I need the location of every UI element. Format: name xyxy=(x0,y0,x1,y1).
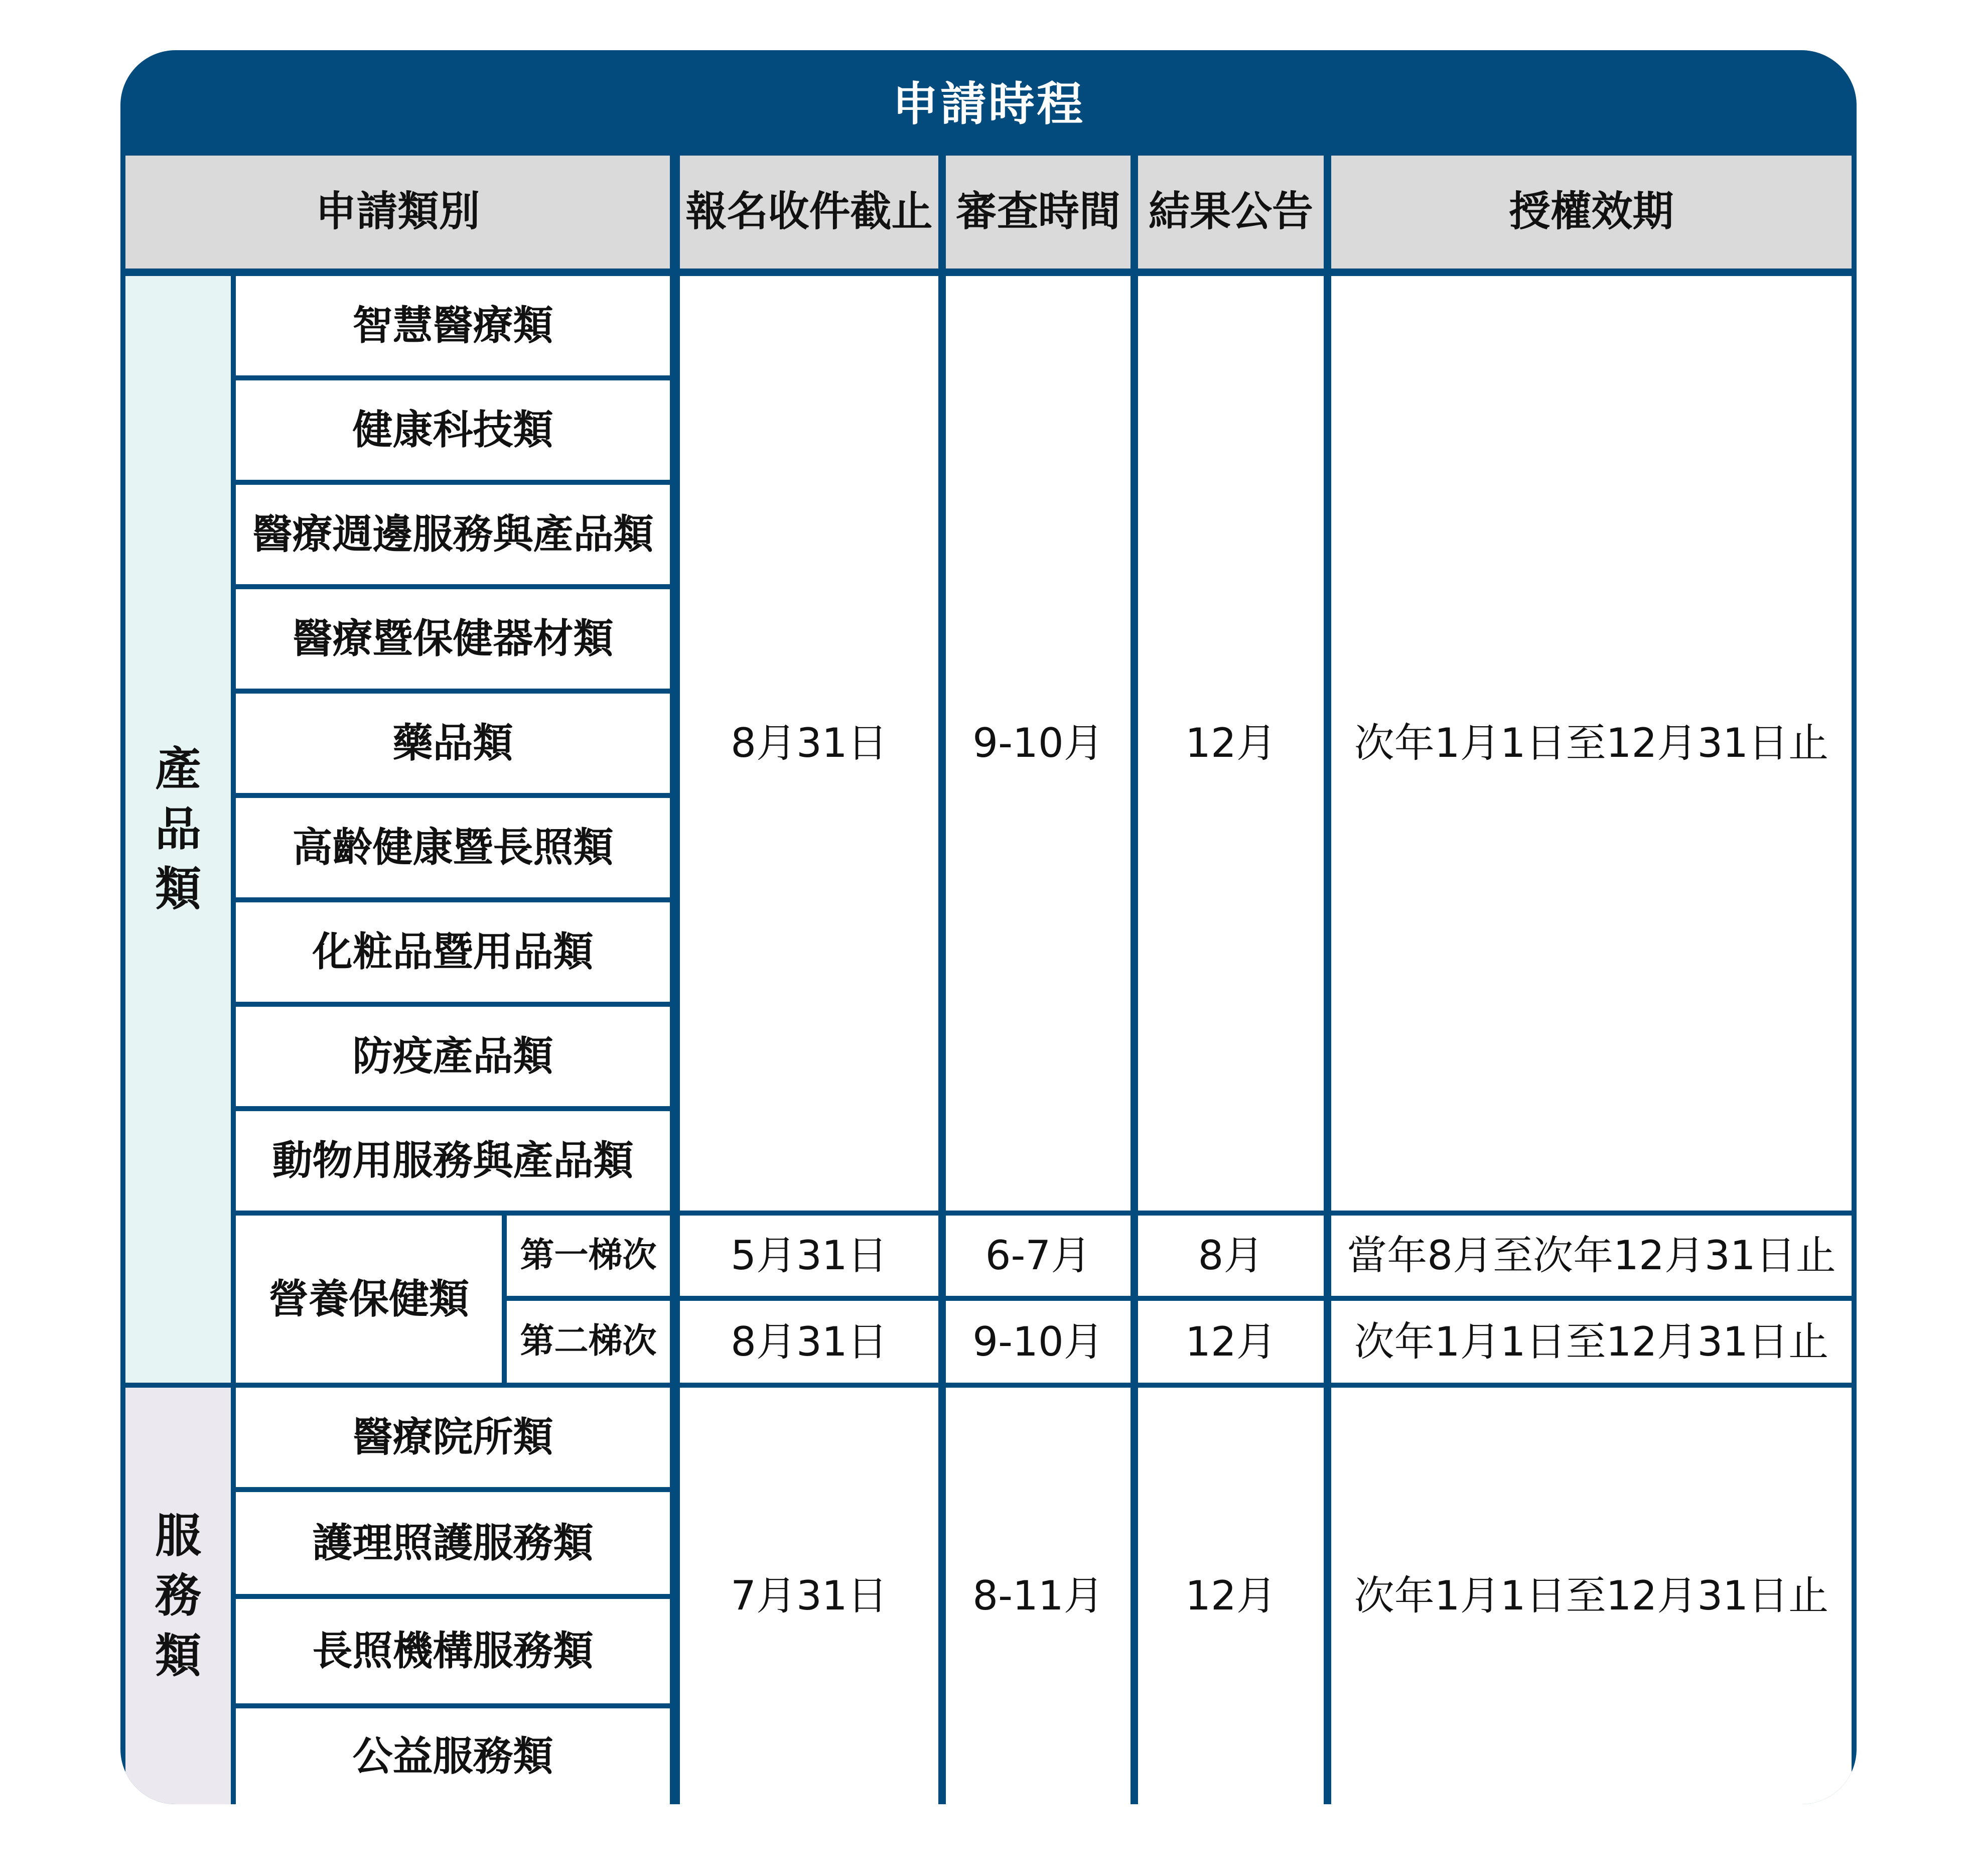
batch-name: 第一梯次 xyxy=(507,1216,670,1296)
product-item: 防疫產品類 xyxy=(236,1007,670,1106)
product-item: 健康科技類 xyxy=(236,380,670,480)
product-item: 高齡健康暨長照類 xyxy=(236,798,670,897)
product-deadline: 8月31日 xyxy=(680,276,938,1211)
category-service-char: 類 xyxy=(155,1629,201,1683)
category-product-char: 產 xyxy=(155,742,201,796)
batch-review: 6-7月 xyxy=(946,1216,1131,1296)
product-item: 醫療暨保健器材類 xyxy=(236,589,670,689)
batch-deadline: 8月31日 xyxy=(680,1301,938,1383)
schedule-table xyxy=(120,50,1857,1804)
batch-validity: 次年1月1日至12月31日止 xyxy=(1331,1301,1852,1383)
product-review: 9-10月 xyxy=(946,276,1131,1211)
product-announce: 12月 xyxy=(1138,276,1324,1211)
nutrition-label: 營養保健類 xyxy=(236,1216,502,1383)
table-title: 申請時程 xyxy=(892,77,1085,131)
category-service-char: 務 xyxy=(155,1569,201,1623)
batch-validity: 當年8月至次年12月31日止 xyxy=(1331,1216,1852,1296)
batch-announce: 8月 xyxy=(1138,1216,1324,1296)
product-validity: 次年1月1日至12月31日止 xyxy=(1331,276,1852,1211)
service-review: 8-11月 xyxy=(946,1388,1131,1804)
batch-review: 9-10月 xyxy=(946,1301,1131,1383)
header-deadline: 報名收件截止 xyxy=(680,156,938,269)
service-item: 護理照護服務類 xyxy=(236,1492,670,1594)
batch-announce: 12月 xyxy=(1138,1301,1324,1383)
header-announce: 結果公告 xyxy=(1138,156,1324,269)
product-item: 醫療週邊服務與產品類 xyxy=(236,485,670,584)
category-service xyxy=(125,1388,231,1804)
product-item: 動物用服務與產品類 xyxy=(236,1111,670,1211)
batch-name: 第二梯次 xyxy=(507,1301,670,1383)
service-item: 長照機構服務類 xyxy=(236,1599,670,1703)
service-announce: 12月 xyxy=(1138,1388,1324,1804)
header-review: 審查時間 xyxy=(946,156,1131,269)
batch-deadline: 5月31日 xyxy=(680,1216,938,1296)
category-service-char: 服 xyxy=(155,1509,201,1563)
category-product xyxy=(125,276,231,1383)
header-category: 申請類別 xyxy=(125,156,670,269)
service-item: 公益服務類 xyxy=(236,1708,670,1804)
header-validity: 授權效期 xyxy=(1331,156,1852,269)
service-validity: 次年1月1日至12月31日止 xyxy=(1331,1388,1852,1804)
service-item: 醫療院所類 xyxy=(236,1388,670,1487)
service-deadline: 7月31日 xyxy=(680,1388,938,1804)
category-product-char: 品 xyxy=(155,802,201,856)
product-item: 智慧醫療類 xyxy=(236,276,670,375)
product-item: 藥品類 xyxy=(236,694,670,793)
category-product-char: 類 xyxy=(155,862,201,916)
product-item: 化粧品暨用品類 xyxy=(236,902,670,1002)
